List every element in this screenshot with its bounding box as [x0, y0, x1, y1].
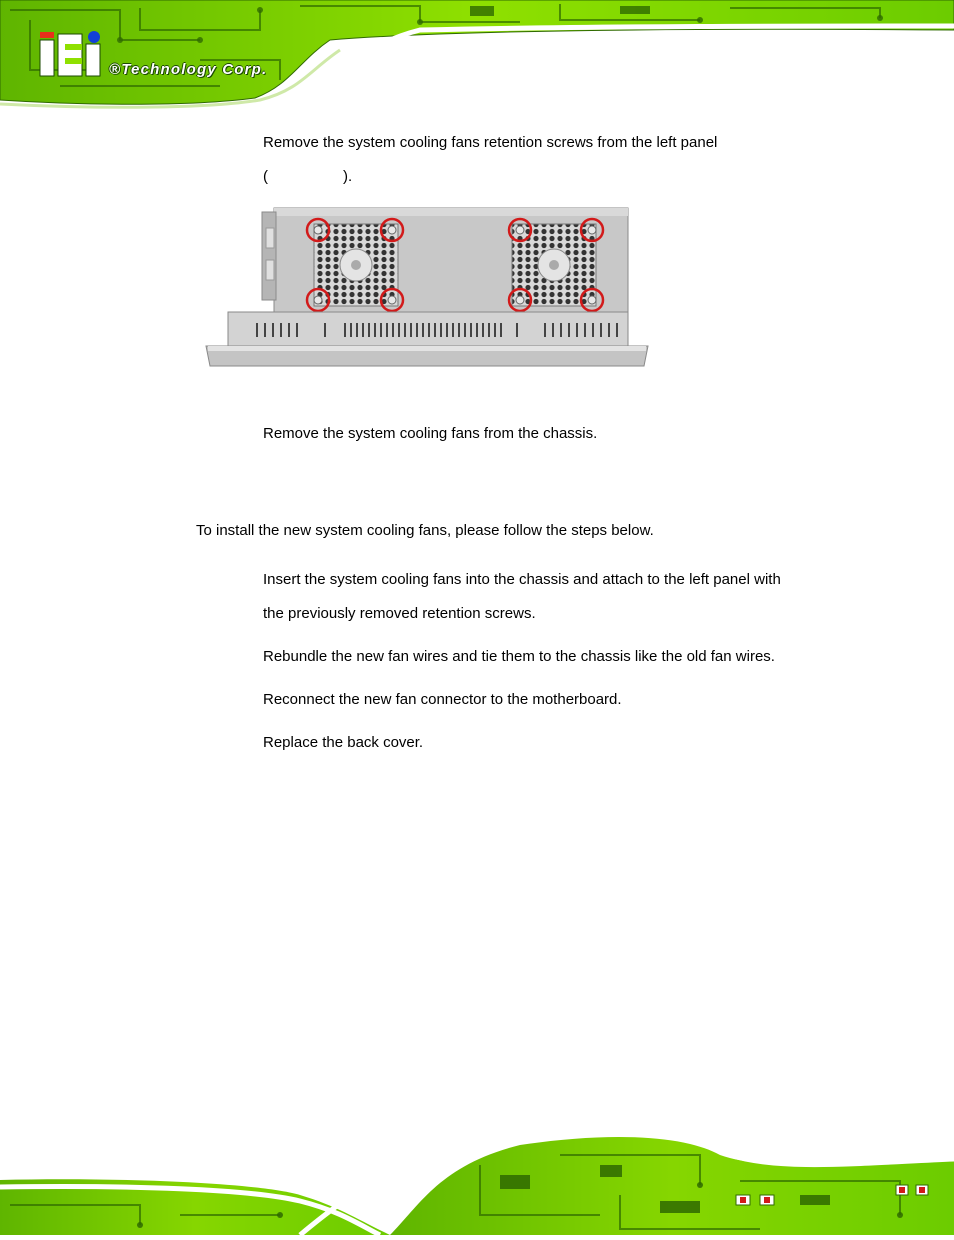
brand-text: ®Technology Corp.: [109, 61, 268, 78]
left-panel-illustration: [204, 200, 650, 370]
footer-banner: [0, 1125, 954, 1235]
header-banner: [0, 0, 954, 112]
left-panel-figure: [204, 200, 650, 370]
iei-logo: [40, 31, 100, 76]
install-step-3: Reconnect the new fan connector to the motherboard.: [263, 691, 622, 708]
install-step-2: Rebundle the new fan wires and tie them to the chassis like the old fan wires.: [263, 648, 775, 665]
pcb-footer-graphic: [0, 1125, 954, 1235]
install-step-4: Replace the back cover.: [263, 734, 424, 751]
install-intro: To install the new system cooling fans, please follow the steps below.: [196, 522, 654, 539]
step-remove-screws-line2: ( ).: [263, 168, 353, 185]
pcb-header-graphic: [0, 0, 954, 112]
install-step-1-line2: the previously removed retention screws.: [263, 605, 536, 622]
step-remove-fans: Remove the system cooling fans from the chassis.: [263, 425, 598, 442]
step-remove-screws-line1: Remove the system cooling fans retention screws from the left panel: [263, 134, 718, 151]
install-step-1-line1: Insert the system cooling fans into the chassis and attach to the left panel with: [263, 571, 781, 588]
